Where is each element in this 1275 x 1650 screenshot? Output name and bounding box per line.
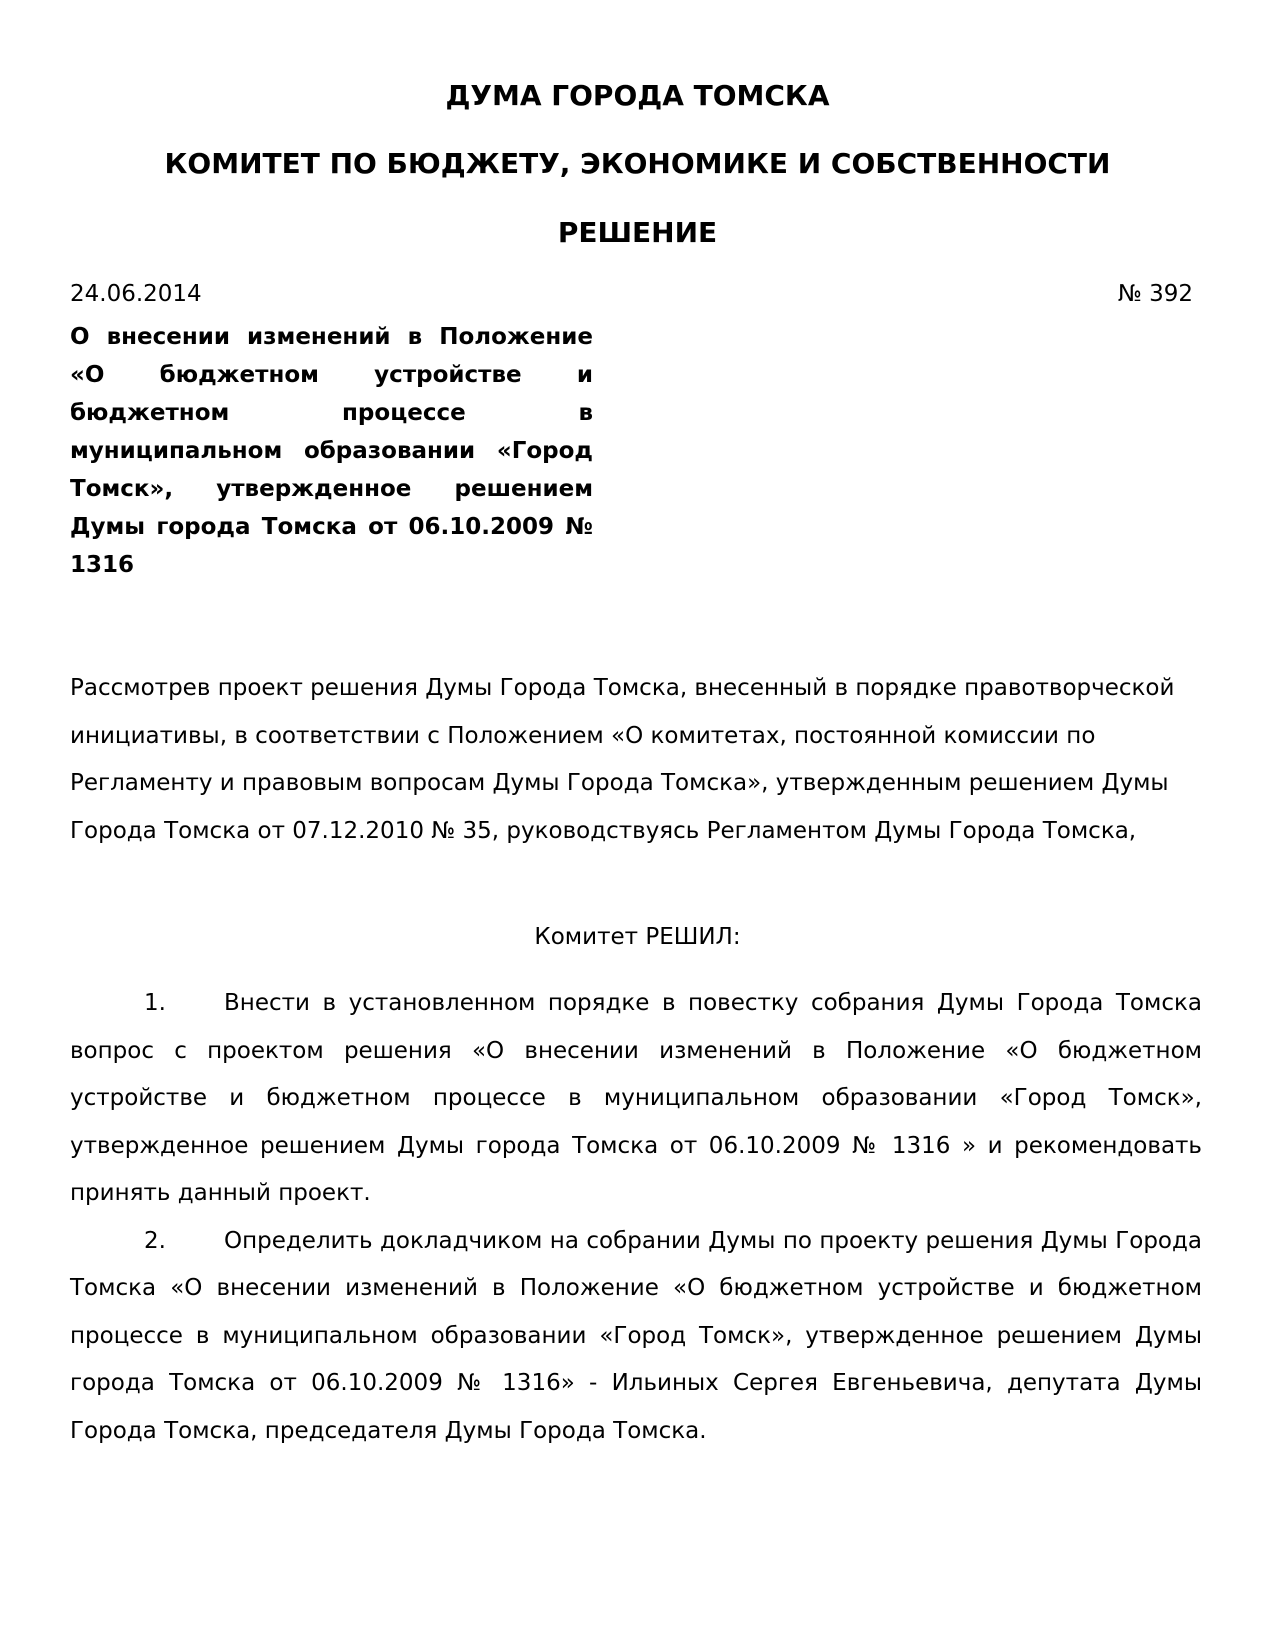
item-text: Внести в установленном порядке в повестку собрания Думы Города Томска вопрос с проектом решения «О внесении изменений в Положение «О бюджетном устройстве и бюджетном процессе в муниципальном образовании «Город Томск», утвержденное решением Думы города Томска от 06.10.2009 № 1316 » и рекомендовать принять данный проект. [70,990,1202,1206]
document-number: № 392 [1117,281,1193,307]
resolution-item-1 [70,980,1202,1218]
item-number: 1. [144,990,166,1016]
document-date: 24.06.2014 [70,281,202,307]
document-subject: О внесении изменений в Положение «О бюджетном устройстве и бюджетном процессе в муниципальном образовании «Город Томск», утвержденное решением Думы города Томска от 06.10.2009 № 1316 [70,324,593,578]
document-type-title: РЕШЕНИЕ [557,216,718,249]
resolved-label: Комитет РЕШИЛ: [534,924,741,950]
committee-title: КОМИТЕТ ПО БЮДЖЕТУ, ЭКОНОМИКЕ И СОБСТВЕННОСТИ [164,147,1111,180]
resolution-item-2 [70,1218,1202,1456]
item-number: 2. [144,1227,166,1254]
organization-title: ДУМА ГОРОДА ТОМСКА [445,79,830,112]
preamble-paragraph: Рассмотрев проект решения Думы Города Томска, внесенный в порядке правотворческой инициативы, в соответствии с Положением «О комитетах, постоянной комиссии по Регламенту и правовым вопросам Думы Города Томска», утвержденным решением Думы Города Томска от 07.12.2010 № 35, руководствуясь Регламентом Думы Города Томска, [70,675,1175,844]
item-text: Определить докладчиком на собрании Думы по проекту решения Думы Города Томска «О внесении изменений в Положение «О бюджетном устройстве и бюджетном процессе в муниципальном образовании «Город Томск», утвержденное решением Думы города Томска от 06.10.2009 № 1316» - Ильиных Сергея Евгеньевича, депутата Думы Города Томска, председателя Думы Города Томска. [70,1227,1202,1444]
resolution-items [70,980,1202,1455]
